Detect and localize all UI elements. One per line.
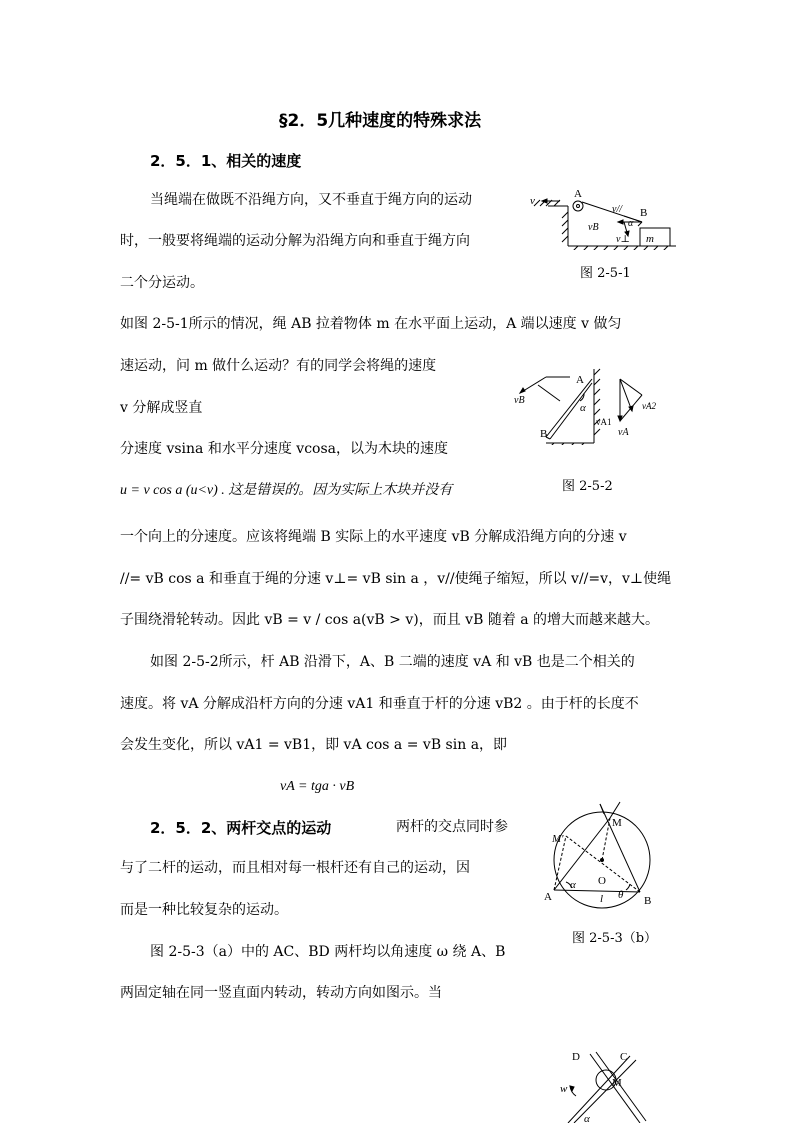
paragraph-line: 一个向上的分速度。应该将绳端 B 实际上的水平速度 vB 分解成沿绳方向的分速 v: [120, 529, 627, 545]
paragraph-line: 速度。将 vA 分解成沿杆方向的分速 vA1 和垂直于杆的分速 vB2 。由于杆的长度不: [120, 696, 639, 712]
fig1-label-v: v: [530, 195, 535, 207]
paragraph-line: 当绳端在做既不沿绳方向，又不垂直于绳方向的运动: [150, 192, 472, 208]
figure-2-5-2: [510, 365, 670, 445]
figure-2-5-3b: [540, 800, 660, 910]
figure-2-5-3a: [540, 1046, 650, 1123]
fig2-label-vA2: vA2: [642, 401, 656, 411]
figure-caption: 图 2-5-2: [562, 479, 613, 494]
fig1-label-A: A: [574, 188, 582, 200]
fig2-label-B: B: [540, 428, 548, 440]
fig3-label-alpha: α: [570, 879, 576, 891]
fig4-label-alpha: α: [584, 1113, 590, 1123]
fig1-label-vB: vB: [588, 222, 599, 233]
section-heading-1: 2．5．1、相关的速度: [150, 152, 302, 170]
fig3-label-O: O: [598, 875, 606, 887]
paragraph-line: 图 2-5-3（a）中的 AC、BD 两杆均以角速度 ω 绕 A、B: [150, 944, 506, 960]
section-heading-2: 2．5．2、两杆交点的运动: [150, 819, 332, 837]
paragraph-line: 如图 2-5-2所示，杆 AB 沿滑下，A、B 二端的速度 vA 和 vB 也是二个相关的: [150, 654, 635, 670]
fig2-label-alpha: α: [580, 402, 586, 414]
equation: vA = tga · vB: [280, 779, 355, 794]
paragraph-line: 两固定轴在同一竖直面内转动，转动方向如图示。当: [120, 985, 442, 1001]
paragraph-line: u = v cos a (u<v) . 这是错误的。因为实际上木块并没有: [120, 483, 453, 498]
fig1-label-vperp: v⊥: [616, 234, 630, 245]
paragraph-line: 子围绕滑轮转动。因此 vB = v / cos a(vB > v)，而且 vB 随着 a 的增大而越来越大。: [120, 612, 660, 628]
page-title: §2．5几种速度的特殊求法: [279, 111, 482, 131]
paragraph-line: 与了二杆的运动，而且相对每一根杆还有自己的运动，因: [120, 860, 470, 876]
fig1-label-vpar: v//: [612, 204, 622, 215]
fig1-label-alpha: α: [628, 218, 634, 229]
figure-caption: 图 2-5-1: [580, 266, 631, 281]
paragraph-line: v 分解成竖直: [120, 400, 203, 416]
fig2-label-vA1: vA1: [596, 417, 612, 427]
fig3-label-l: l: [600, 893, 604, 905]
paragraph-line: 二个分运动。: [120, 275, 204, 291]
fig1-label-B: B: [640, 207, 648, 219]
fig3-label-theta: θ: [618, 889, 624, 901]
paragraph-line: 如图 2-5-1所示的情况，绳 AB 拉着物体 m 在水平面上运动，A 端以速度 v 做匀: [120, 316, 622, 332]
fig2-label-A: A: [576, 374, 584, 386]
fig4-label-D: D: [572, 1051, 580, 1063]
figure-caption: 图 2-5-3（b）: [572, 931, 658, 946]
fig2-label-vA: vA: [618, 427, 629, 438]
fig4-label-C: C: [620, 1051, 628, 1063]
paragraph-line: 会发生变化，所以 vA1 = vB1，即 vA cos a = vB sin a，即: [120, 737, 508, 753]
fig4-label-M: M: [612, 1077, 622, 1089]
fig3-label-M: M: [612, 817, 622, 829]
paragraph-line: 时，一般要将绳端的运动分解为沿绳方向和垂直于绳方向: [120, 233, 470, 249]
paragraph-line: 速运动，问 m 做什么运动？有的同学会将绳的速度: [120, 358, 437, 374]
paragraph-line: //= vB cos a 和垂直于绳的分速 v⊥= vB sin a ，v//使绳子缩短，所以 v//=v，v⊥使绳: [120, 571, 672, 587]
paragraph-line: 而是一种比较复杂的运动。: [120, 902, 288, 918]
figure-2-5-1: [528, 188, 678, 250]
paragraph-line: 两杆的交点同时参: [396, 819, 508, 835]
fig3-label-B: B: [644, 895, 652, 907]
fig1-label-m: m: [646, 233, 654, 245]
fig4-label-w: w: [560, 1083, 568, 1095]
paragraph-line: 分速度 vsina 和水平分速度 vcosa，以为木块的速度: [120, 441, 448, 457]
fig3-label-A: A: [544, 891, 552, 903]
fig3-label-Mprime: M': [552, 833, 564, 845]
fig2-label-vB: vB: [514, 395, 525, 406]
